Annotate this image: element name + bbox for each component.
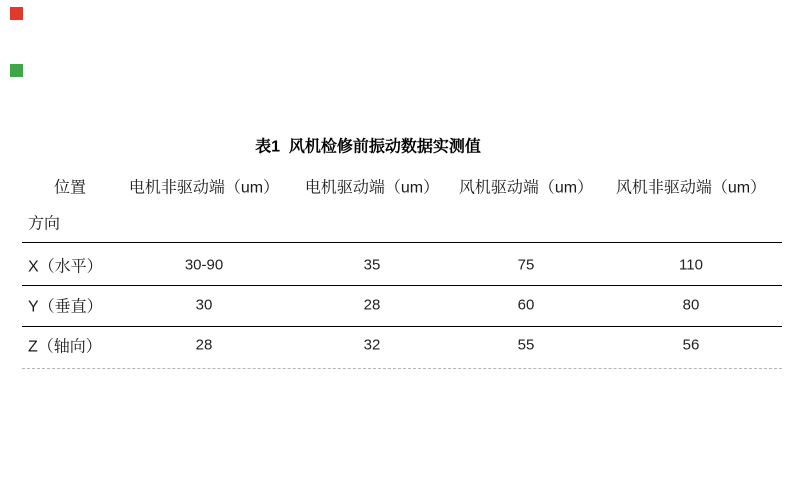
cell-y-fan-nde: 80	[682, 296, 700, 314]
cell-z-fan-de: 55	[517, 336, 535, 354]
cell-x-fan-de: 75	[517, 256, 535, 274]
row-label-x: X（水平）	[28, 258, 103, 276]
cell-z-motor-nde: 28	[195, 336, 213, 354]
cell-x-fan-nde: 110	[679, 256, 703, 274]
column-header-fan-de: 风机驱动端（um）	[458, 179, 594, 197]
row-label-y: Y（垂直）	[28, 298, 103, 316]
cell-y-motor-nde: 30	[195, 296, 213, 314]
cell-y-motor-de: 28	[363, 296, 381, 314]
table-rule-bottom	[22, 368, 782, 369]
cell-x-motor-nde: 30-90	[184, 256, 224, 274]
table-rule-middle-2	[22, 326, 782, 327]
column-header-motor-nde: 电机非驱动端（um）	[128, 179, 280, 197]
row-label-z: Z（轴向）	[28, 338, 102, 356]
green-square-marker	[10, 64, 23, 77]
header-direction-label: 方向	[28, 215, 61, 233]
cell-y-fan-de: 60	[517, 296, 535, 314]
column-header-motor-de: 电机驱动端（um）	[304, 179, 440, 197]
table-rule-top	[22, 242, 782, 243]
table-rule-middle-1	[22, 285, 782, 286]
column-header-fan-nde: 风机非驱动端（um）	[615, 179, 767, 197]
header-position-label: 位置	[54, 179, 87, 197]
red-square-marker	[10, 7, 23, 20]
cell-x-motor-de: 35	[363, 256, 381, 274]
cell-z-motor-de: 32	[363, 336, 381, 354]
table-title: 表1 风机检修前振动数据实测值	[255, 138, 481, 156]
cell-z-fan-nde: 56	[682, 336, 700, 354]
